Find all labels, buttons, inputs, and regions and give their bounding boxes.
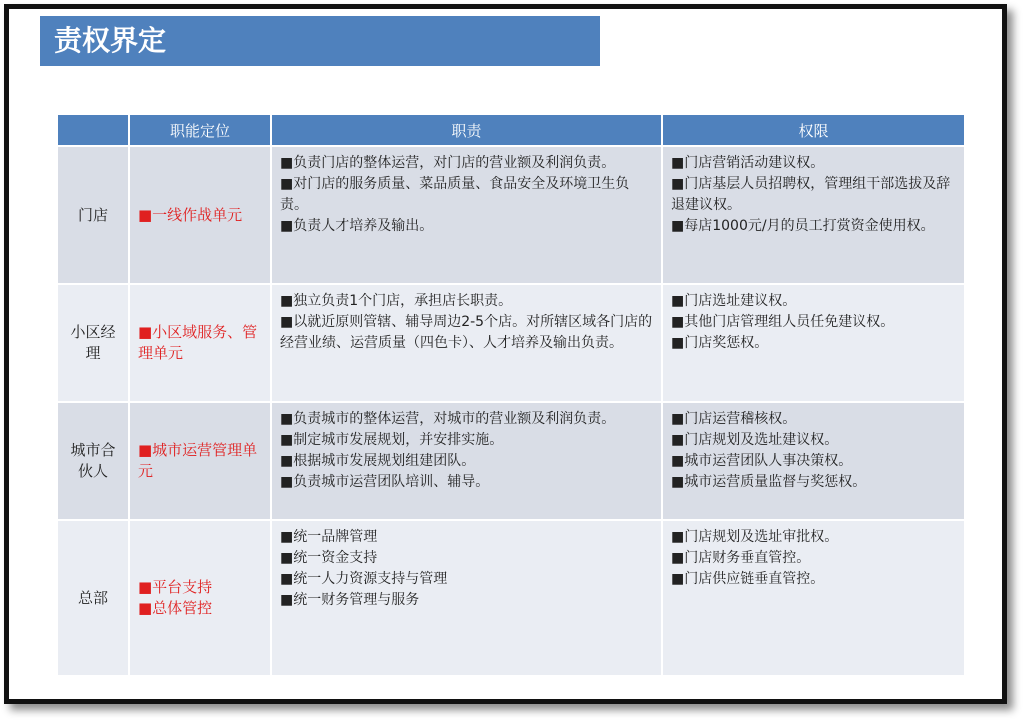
duties-cell [271, 146, 662, 284]
table-row [57, 146, 965, 284]
role-cell-item: ■城市运营管理单元 [138, 441, 258, 480]
duties-cell-item: ■负责门店的整体运营，对门店的营业额及利润负责。 [280, 155, 616, 171]
duties-cell-item: ■负责城市的整体运营，对城市的营业额及利润负责。 [280, 411, 616, 427]
table-row [57, 284, 965, 402]
rights-cell-item: ■城市运营团队人事决策权。 [671, 453, 853, 469]
rights-cell-item: ■门店财务垂直管控。 [671, 550, 811, 566]
table-row [57, 402, 965, 520]
rights-cell-item: ■城市运营质量监督与奖惩权。 [671, 474, 867, 490]
responsibility-table [56, 113, 966, 677]
rights-cell [662, 146, 965, 284]
rights-cell [662, 520, 965, 676]
table-header-row [57, 114, 965, 146]
duties-cell-item: ■统一财务管理与服务 [280, 592, 420, 608]
header-role: 职能定位 [129, 114, 271, 146]
rights-cell-item: ■门店营销活动建议权。 [671, 155, 825, 171]
rights-cell-item: ■门店供应链垂直管控。 [671, 571, 825, 587]
duties-cell-item: ■对门店的服务质量、菜品质量、食品安全及环境卫生负责。 [280, 176, 630, 213]
role-cell-item: ■小区域服务、管理单元 [138, 323, 258, 362]
table-row [57, 520, 965, 676]
rights-cell-item: ■门店运营稽核权。 [671, 411, 797, 427]
header-duties: 职责 [271, 114, 662, 146]
duties-cell-item: ■统一人力资源支持与管理 [280, 571, 448, 587]
duties-cell [271, 402, 662, 520]
duties-cell-item: ■制定城市发展规划，并安排实施。 [280, 432, 504, 448]
rights-cell [662, 402, 965, 520]
rights-cell-item: ■其他门店管理组人员任免建议权。 [671, 314, 895, 330]
rights-cell-item: ■每店1000元/月的员工打赏资金使用权。 [671, 218, 935, 234]
rights-cell [662, 284, 965, 402]
role-cell-item: ■一线作战单元 [138, 205, 243, 224]
duties-cell [271, 520, 662, 676]
unit-cell: 城市合伙人 [57, 402, 129, 520]
rights-cell-item: ■门店基层人员招聘权，管理组干部选拔及辞退建议权。 [671, 176, 951, 213]
slide-title: 责权界定 [40, 16, 600, 66]
role-cell [129, 284, 271, 402]
duties-cell-item: ■独立负责1个门店，承担店长职责。 [280, 293, 513, 309]
duties-cell-item: ■负责城市运营团队培训、辅导。 [280, 474, 490, 490]
role-cell [129, 402, 271, 520]
header-unit [57, 114, 129, 146]
rights-cell-item: ■门店奖惩权。 [671, 335, 769, 351]
role-cell [129, 520, 271, 676]
duties-cell-item: ■负责人才培养及输出。 [280, 218, 434, 234]
rights-cell-item: ■门店规划及选址建议权。 [671, 432, 839, 448]
duties-cell [271, 284, 662, 402]
unit-cell: 门店 [57, 146, 129, 284]
role-cell-item: ■平台支持 [138, 578, 213, 596]
rights-cell-item: ■门店选址建议权。 [671, 293, 797, 309]
duties-cell-item: ■统一资金支持 [280, 550, 378, 566]
unit-cell: 总部 [57, 520, 129, 676]
header-rights: 权限 [662, 114, 965, 146]
role-cell-item: ■总体管控 [138, 599, 213, 617]
unit-cell: 小区经理 [57, 284, 129, 402]
duties-cell-item: ■根据城市发展规划组建团队。 [280, 453, 476, 469]
rights-cell-item: ■门店规划及选址审批权。 [671, 529, 839, 545]
duties-cell-item: ■统一品牌管理 [280, 529, 378, 545]
duties-cell-item: ■以就近原则管辖、辅导周边2-5个店。对所辖区域各门店的经营业绩、运营质量（四色卡）、人才培养及输出负责。 [280, 314, 653, 351]
role-cell [129, 146, 271, 284]
